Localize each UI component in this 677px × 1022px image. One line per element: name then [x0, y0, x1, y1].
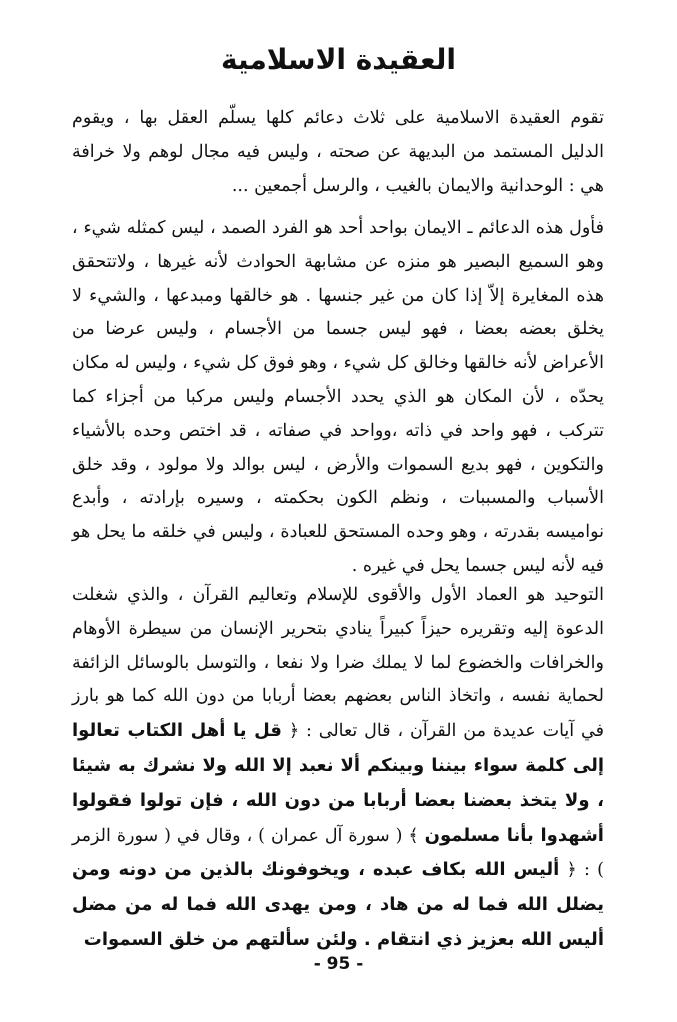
quran-verse-az-zumar: أليس الله بكاف عبده ، ويخوفونك بالذين من دونه ومن يضلل الله فما له من هاد ، ومن يهدى الله فما له من مضل أليس الله بعزيز ذي انتقام . ولئن سألتهم من خلق السموات — [72, 859, 604, 950]
page-title: العقيدة الاسلامية — [221, 43, 456, 76]
paragraph-pillars-intro: تقوم العقيدة الاسلامية على ثلاث دعائم كلها يسلّم العقل بها ، ويقوم الدليل المستمد من البديهة عن صحته ، وليس فيه مجال لوهم ولا خرافة هي : الوحدانية والايمان بالغيب ، والرسل أجمعين ... — [72, 108, 604, 196]
paragraph-tawhid-text-b: ﴾ ( سورة آل عمران ) ، وقال في ( سورة الزمر ) : ﴿ — [72, 825, 604, 881]
quran-verse-al-imran: قل يا أهل الكتاب تعالوا إلى كلمة سواء بيننا وبينكم ألا نعبد إلا الله ولا نشرك به شيئا ، ولا يتخذ بعضنا بعضا أربابا من دون الله ، فإن تولوا فقولوا أشهدوا بأنا مسلمون — [72, 720, 604, 846]
paragraph-tawhid-text-a: التوحيد هو العماد الأول والأقوى للإسلام وتعاليم القرآن ، والذي شغلت الدعوة إليه وتقريره حيزاً كبيراً ينادي بتحرير الإنسان من سيطرة الأوهام والخرافات والخضوع لما لا يملك ضرا ولا نفعا ، والتوسل بالوسائل الزائفة لحماية نفسه ، واتخاذ الناس بعضهم بعضا أربابا من دون الله كما هو بارز في آيات عديدة من القرآن ، قال تعالى : ﴿ — [72, 585, 604, 742]
paragraph-first-pillar: فأول هذه الدعائم ـ الايمان بواحد أحد هو الفرد الصمد ، ليس كمثله شيء ، وهو السميع البصير هو منزه عن مشابهة الحوادث لأنه غيرها ، ولاتتحقق هذه المغايرة إلاّ إذا كان من غير جنسها . هو خالقها ومبدعها ، والشيء لا يخلق بعضه بعضا ، فهو ليس جسما من الأجسام ، وليس عرضا من الأعراض لأنه خالقها وخالق كل شيء ، وهو فوق كل شيء ، وليس له مكان يحدّه ، لأن المكان هو الذي يحدد الأجسام وليس مركبا من أجزاء كما تتركب ، فهو واحد في ذاته ،وواحد في صفاته ، قد اختص وحده بالأشياء والتكوين ، فهو بديع السموات والأرض ، ليس بوالد ولا مولود ، وقد خلق الأسباب والمسببات ، ونظم الكون بحكمته ، وسيره بإرادته ، وأبدع نواميسه بقدرته ، وهو وحده المستحق للعبادة ، وليس في خلقه ما يحل هو فيه لأنه ليس جسما يحل في غيره . — [72, 218, 604, 576]
page-number: - 95 - — [313, 954, 364, 974]
paragraph-tawhid — [72, 579, 604, 958]
